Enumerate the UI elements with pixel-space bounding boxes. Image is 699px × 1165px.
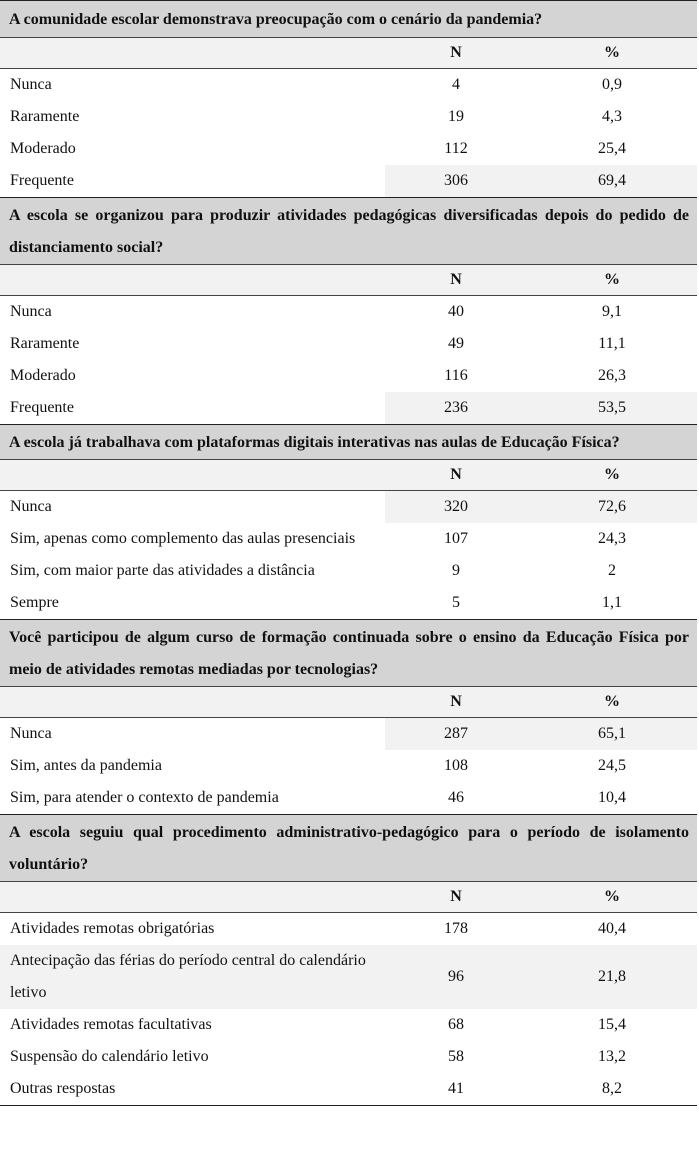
row-pct: 25,4 (598, 140, 626, 157)
table-row (0, 69, 697, 102)
question-row (0, 425, 697, 460)
row-label: Moderado (10, 140, 76, 157)
table-row (0, 491, 697, 524)
row-n: 19 (448, 108, 464, 125)
row-n: 4 (452, 76, 460, 93)
row-pct: 53,5 (527, 392, 697, 425)
row-pct: 1,1 (602, 594, 622, 611)
column-header-row (0, 265, 697, 296)
table-row (0, 1041, 697, 1073)
row-label: Sim, antes da pandemia (10, 757, 162, 774)
row-pct: 0,9 (602, 76, 622, 93)
table-row (0, 296, 697, 329)
section-3 (0, 425, 697, 620)
row-label: Nunca (10, 76, 52, 93)
row-label: Raramente (10, 108, 80, 125)
table-row (0, 523, 697, 555)
row-n: 9 (452, 562, 460, 579)
table-row (0, 945, 697, 1009)
column-header-row (0, 882, 697, 913)
table-row (0, 328, 697, 360)
row-pct: 72,6 (527, 491, 697, 524)
section-4 (0, 620, 697, 815)
pct-header: % (527, 460, 697, 491)
pct-header: % (527, 265, 697, 296)
row-pct: 15,4 (598, 1016, 626, 1033)
row-pct: 26,3 (598, 367, 626, 384)
row-n: 178 (444, 920, 468, 937)
row-label: Sempre (10, 594, 59, 611)
section-2 (0, 198, 697, 425)
row-pct: 11,1 (598, 335, 626, 352)
table-row (0, 133, 697, 165)
question-text: A escola já trabalhava com plataformas digitais interativas nas aulas de Educação Física? (0, 425, 697, 460)
row-label: Outras respostas (0, 1073, 385, 1106)
table-row (0, 360, 697, 392)
row-label: Frequente (10, 172, 74, 189)
row-label: Nunca (10, 725, 52, 742)
row-label: Moderado (10, 367, 76, 384)
question-text: Você participou de algum curso de formação continuada sobre o ensino da Educação Física por meio de atividades remotas mediadas por tecnologias? (0, 620, 697, 687)
question-row (0, 1, 697, 38)
row-label: Raramente (10, 335, 80, 352)
row-pct: 24,3 (598, 530, 626, 547)
row-label: Suspensão do calendário letivo (10, 1048, 209, 1065)
row-n: 41 (385, 1073, 527, 1106)
row-n: 116 (444, 367, 468, 384)
row-n: 306 (385, 165, 527, 198)
row-label: Atividades remotas obrigatórias (10, 920, 215, 937)
row-pct: 40,4 (598, 920, 626, 937)
row-pct: 21,8 (527, 945, 697, 1009)
row-n: 68 (448, 1016, 464, 1033)
row-label: Frequente (10, 399, 74, 416)
section-5 (0, 815, 697, 1106)
row-pct: 8,2 (527, 1073, 697, 1106)
pct-header: % (527, 687, 697, 718)
row-pct: 2 (608, 562, 616, 579)
table-row (0, 782, 697, 815)
row-pct: 24,5 (598, 757, 626, 774)
table-row (0, 165, 697, 198)
n-header: N (385, 460, 527, 491)
row-n: 46 (448, 789, 464, 806)
column-header-row (0, 687, 697, 718)
table-row (0, 392, 697, 425)
row-label: Atividades remotas facultativas (10, 1016, 212, 1033)
question-text: A comunidade escolar demonstrava preocupação com o cenário da pandemia? (0, 1, 697, 38)
pct-header: % (527, 38, 697, 69)
table-row (0, 1009, 697, 1041)
row-n: 5 (452, 594, 460, 611)
row-pct: 13,2 (598, 1048, 626, 1065)
label-header (0, 882, 385, 913)
table-row (0, 718, 697, 751)
table-row (0, 587, 697, 620)
row-label: Nunca (10, 303, 52, 320)
row-n: 108 (444, 757, 468, 774)
row-n: 40 (448, 303, 464, 320)
label-header (0, 687, 385, 718)
question-row (0, 815, 697, 882)
row-n: 107 (444, 530, 468, 547)
question-text: A escola seguiu qual procedimento administrativo-pedagógico para o período de isolamento voluntário? (0, 815, 697, 882)
n-header: N (385, 687, 527, 718)
row-pct: 4,3 (602, 108, 622, 125)
row-n: 112 (444, 140, 468, 157)
row-n: 96 (385, 945, 527, 1009)
row-pct: 10,4 (598, 789, 626, 806)
table-row (0, 750, 697, 782)
label-header (0, 38, 385, 69)
table-row (0, 555, 697, 587)
row-pct: 9,1 (602, 303, 622, 320)
row-n: 287 (385, 718, 527, 751)
row-n: 58 (448, 1048, 464, 1065)
row-label: Sim, para atender o contexto de pandemia (10, 789, 279, 806)
row-label: Antecipação das férias do período central do calendário letivo (0, 945, 385, 1009)
row-n: 320 (385, 491, 527, 524)
table-row (0, 913, 697, 946)
n-header: N (385, 265, 527, 296)
row-n: 49 (448, 335, 464, 352)
question-text: A escola se organizou para produzir atividades pedagógicas diversificadas depois do pedido de distanciamento social? (0, 198, 697, 265)
pct-header: % (527, 882, 697, 913)
question-row (0, 620, 697, 687)
row-label: Sim, com maior parte das atividades a distância (10, 562, 315, 579)
label-header (0, 460, 385, 491)
n-header: N (385, 38, 527, 69)
row-n: 236 (385, 392, 527, 425)
row-pct: 65,1 (527, 718, 697, 751)
row-pct: 69,4 (527, 165, 697, 198)
row-label: Nunca (10, 498, 52, 515)
label-header (0, 265, 385, 296)
table-row (0, 1073, 697, 1106)
table-row (0, 101, 697, 133)
section-1 (0, 1, 697, 198)
column-header-row (0, 460, 697, 491)
question-row (0, 198, 697, 265)
column-header-row (0, 38, 697, 69)
row-label: Sim, apenas como complemento das aulas presenciais (10, 530, 356, 547)
n-header: N (385, 882, 527, 913)
